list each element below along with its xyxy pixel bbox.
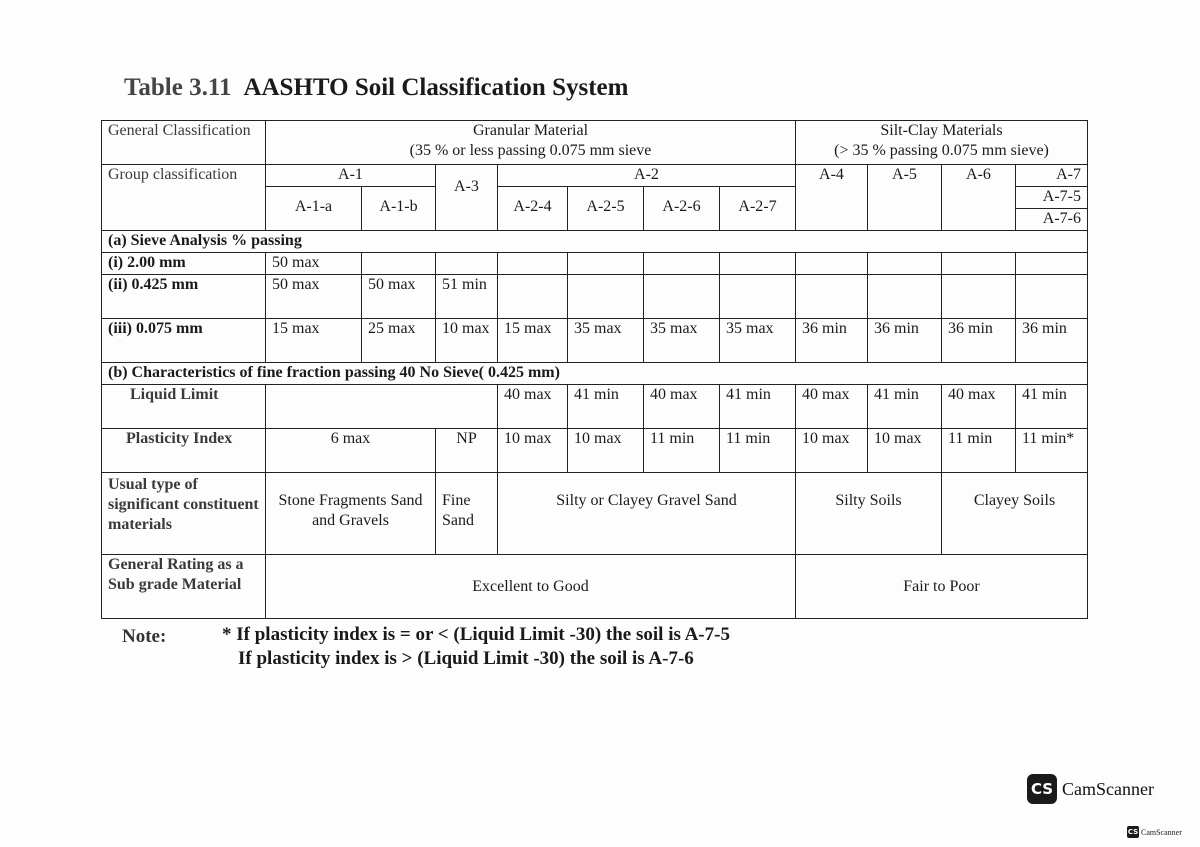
cell: 25 max — [362, 319, 436, 363]
group-a4: A-4 — [796, 165, 868, 231]
group-a75: A-7-5 — [1016, 187, 1088, 209]
group-a24: A-2-4 — [498, 187, 568, 231]
rating-label: General Rating as a Sub grade Material — [102, 555, 266, 619]
cell — [498, 275, 568, 319]
group-a3: A-3 — [436, 165, 498, 231]
cell: 35 max — [568, 319, 644, 363]
table-number: Table 3.11 — [124, 74, 232, 101]
group-a27: A-2-7 — [720, 187, 796, 231]
cell: 11 min* — [1016, 429, 1088, 473]
cell: 41 min — [868, 385, 942, 429]
silt-clay-header — [796, 121, 1088, 165]
liquid-limit-label: Liquid Limit — [102, 385, 266, 429]
cell: 35 max — [720, 319, 796, 363]
cell: 50 max — [266, 275, 362, 319]
granular-material-header — [266, 121, 796, 165]
cell: 41 min — [720, 385, 796, 429]
cell — [868, 253, 942, 275]
group-a26: A-2-6 — [644, 187, 720, 231]
cell: 40 max — [942, 385, 1016, 429]
cell: 10 max — [436, 319, 498, 363]
sieve-row-0425mm — [102, 275, 1088, 319]
cell — [1016, 253, 1088, 275]
group-a7: A-7 — [1016, 165, 1088, 187]
cell: 51 min — [436, 275, 498, 319]
note-line-2: If plasticity index is > (Liquid Limit -30) the soil is A-7-6 — [238, 648, 694, 669]
cell: 40 max — [796, 385, 868, 429]
camscanner-logo-icon: CS — [1027, 774, 1057, 804]
group-a1b: A-1-b — [362, 187, 436, 231]
cell: 10 max — [868, 429, 942, 473]
group-a1: A-1 — [266, 165, 436, 187]
cell: 10 max — [498, 429, 568, 473]
camscanner-small-watermark — [1127, 826, 1182, 838]
material-a1: Stone Fragments Sand and Gravels — [266, 473, 436, 555]
sieve-analysis-heading: (a) Sieve Analysis % passing — [102, 231, 1088, 253]
material-a2: Silty or Clayey Gravel Sand — [498, 473, 796, 555]
cell: 41 min — [1016, 385, 1088, 429]
sieve-heading-row — [102, 231, 1088, 253]
cell: 35 max — [644, 319, 720, 363]
cell: NP — [436, 429, 498, 473]
rating-silt-clay: Fair to Poor — [796, 555, 1088, 619]
cell: 41 min — [568, 385, 644, 429]
general-classification-row — [102, 121, 1088, 165]
cell: 6 max — [266, 429, 436, 473]
group-a2: A-2 — [498, 165, 796, 187]
cell: 36 min — [1016, 319, 1088, 363]
sieve-0425mm-label: (ii) 0.425 mm — [102, 275, 266, 319]
camscanner-text: CamScanner — [1062, 778, 1154, 799]
cell: 40 max — [498, 385, 568, 429]
cell: 15 max — [266, 319, 362, 363]
cell: 50 max — [362, 275, 436, 319]
cell: 36 min — [942, 319, 1016, 363]
rating-row — [102, 555, 1088, 619]
group-classification-label: Group classification — [102, 165, 266, 231]
group-a25: A-2-5 — [568, 187, 644, 231]
fine-heading-row — [102, 363, 1088, 385]
cell: 15 max — [498, 319, 568, 363]
sieve-0075mm-label: (iii) 0.075 mm — [102, 319, 266, 363]
plasticity-index-label: Plasticity Index — [102, 429, 266, 473]
material-a3: Fine Sand — [436, 473, 498, 555]
materials-label: Usual type of significant constituent materials — [102, 473, 266, 555]
table-name: AASHTO Soil Classification System — [243, 74, 629, 101]
cell — [644, 275, 720, 319]
cell — [796, 275, 868, 319]
cell — [796, 253, 868, 275]
cell — [720, 253, 796, 275]
cell — [644, 253, 720, 275]
cell: 11 min — [720, 429, 796, 473]
sieve-row-0075mm — [102, 319, 1088, 363]
group-a5: A-5 — [868, 165, 942, 231]
fine-fraction-heading: (b) Characteristics of fine fraction passing 40 No Sieve( 0.425 mm) — [102, 363, 1088, 385]
cell: 11 min — [644, 429, 720, 473]
rating-granular: Excellent to Good — [266, 555, 796, 619]
cell — [1016, 275, 1088, 319]
silt-clay-subtitle: (> 35 % passing 0.075 mm sieve) — [834, 142, 1049, 159]
note-line-1: * If plasticity index is = or < (Liquid Limit -30) the soil is A-7-5 — [222, 624, 730, 645]
cell — [720, 275, 796, 319]
granular-subtitle: (35 % or less passing 0.075 mm sieve — [409, 142, 652, 159]
cell — [568, 275, 644, 319]
cell — [942, 275, 1016, 319]
cell: 40 max — [644, 385, 720, 429]
soil-classification-table — [101, 120, 1088, 619]
sieve-row-2mm — [102, 253, 1088, 275]
material-a4-a5: Silty Soils — [796, 473, 942, 555]
camscanner-watermark — [1027, 774, 1154, 804]
camscanner-small-text: CamScanner — [1141, 827, 1182, 837]
cell: 50 max — [266, 253, 362, 275]
materials-row — [102, 473, 1088, 555]
cell: 11 min — [942, 429, 1016, 473]
general-classification-label: General Classification — [102, 121, 266, 165]
silt-clay-title: Silt-Clay Materials — [880, 122, 1003, 139]
cell — [362, 253, 436, 275]
table-title — [124, 74, 628, 102]
sieve-2mm-label: (i) 2.00 mm — [102, 253, 266, 275]
group-a6: A-6 — [942, 165, 1016, 231]
cell — [498, 253, 568, 275]
granular-title: Granular Material — [472, 122, 589, 139]
camscanner-small-logo-icon: CS — [1127, 828, 1139, 836]
cell: 10 max — [568, 429, 644, 473]
cell: 10 max — [796, 429, 868, 473]
cell — [568, 253, 644, 275]
cell — [266, 385, 498, 429]
liquid-limit-row — [102, 385, 1088, 429]
plasticity-index-row — [102, 429, 1088, 473]
cell — [436, 253, 498, 275]
cell — [868, 275, 942, 319]
cell — [942, 253, 1016, 275]
group-a76: A-7-6 — [1016, 209, 1088, 231]
group-row-1 — [102, 165, 1088, 187]
material-a6-a7: Clayey Soils — [942, 473, 1088, 555]
cell: 36 min — [796, 319, 868, 363]
note-label: Note: — [122, 626, 167, 647]
cell: 36 min — [868, 319, 942, 363]
group-a1a: A-1-a — [266, 187, 362, 231]
